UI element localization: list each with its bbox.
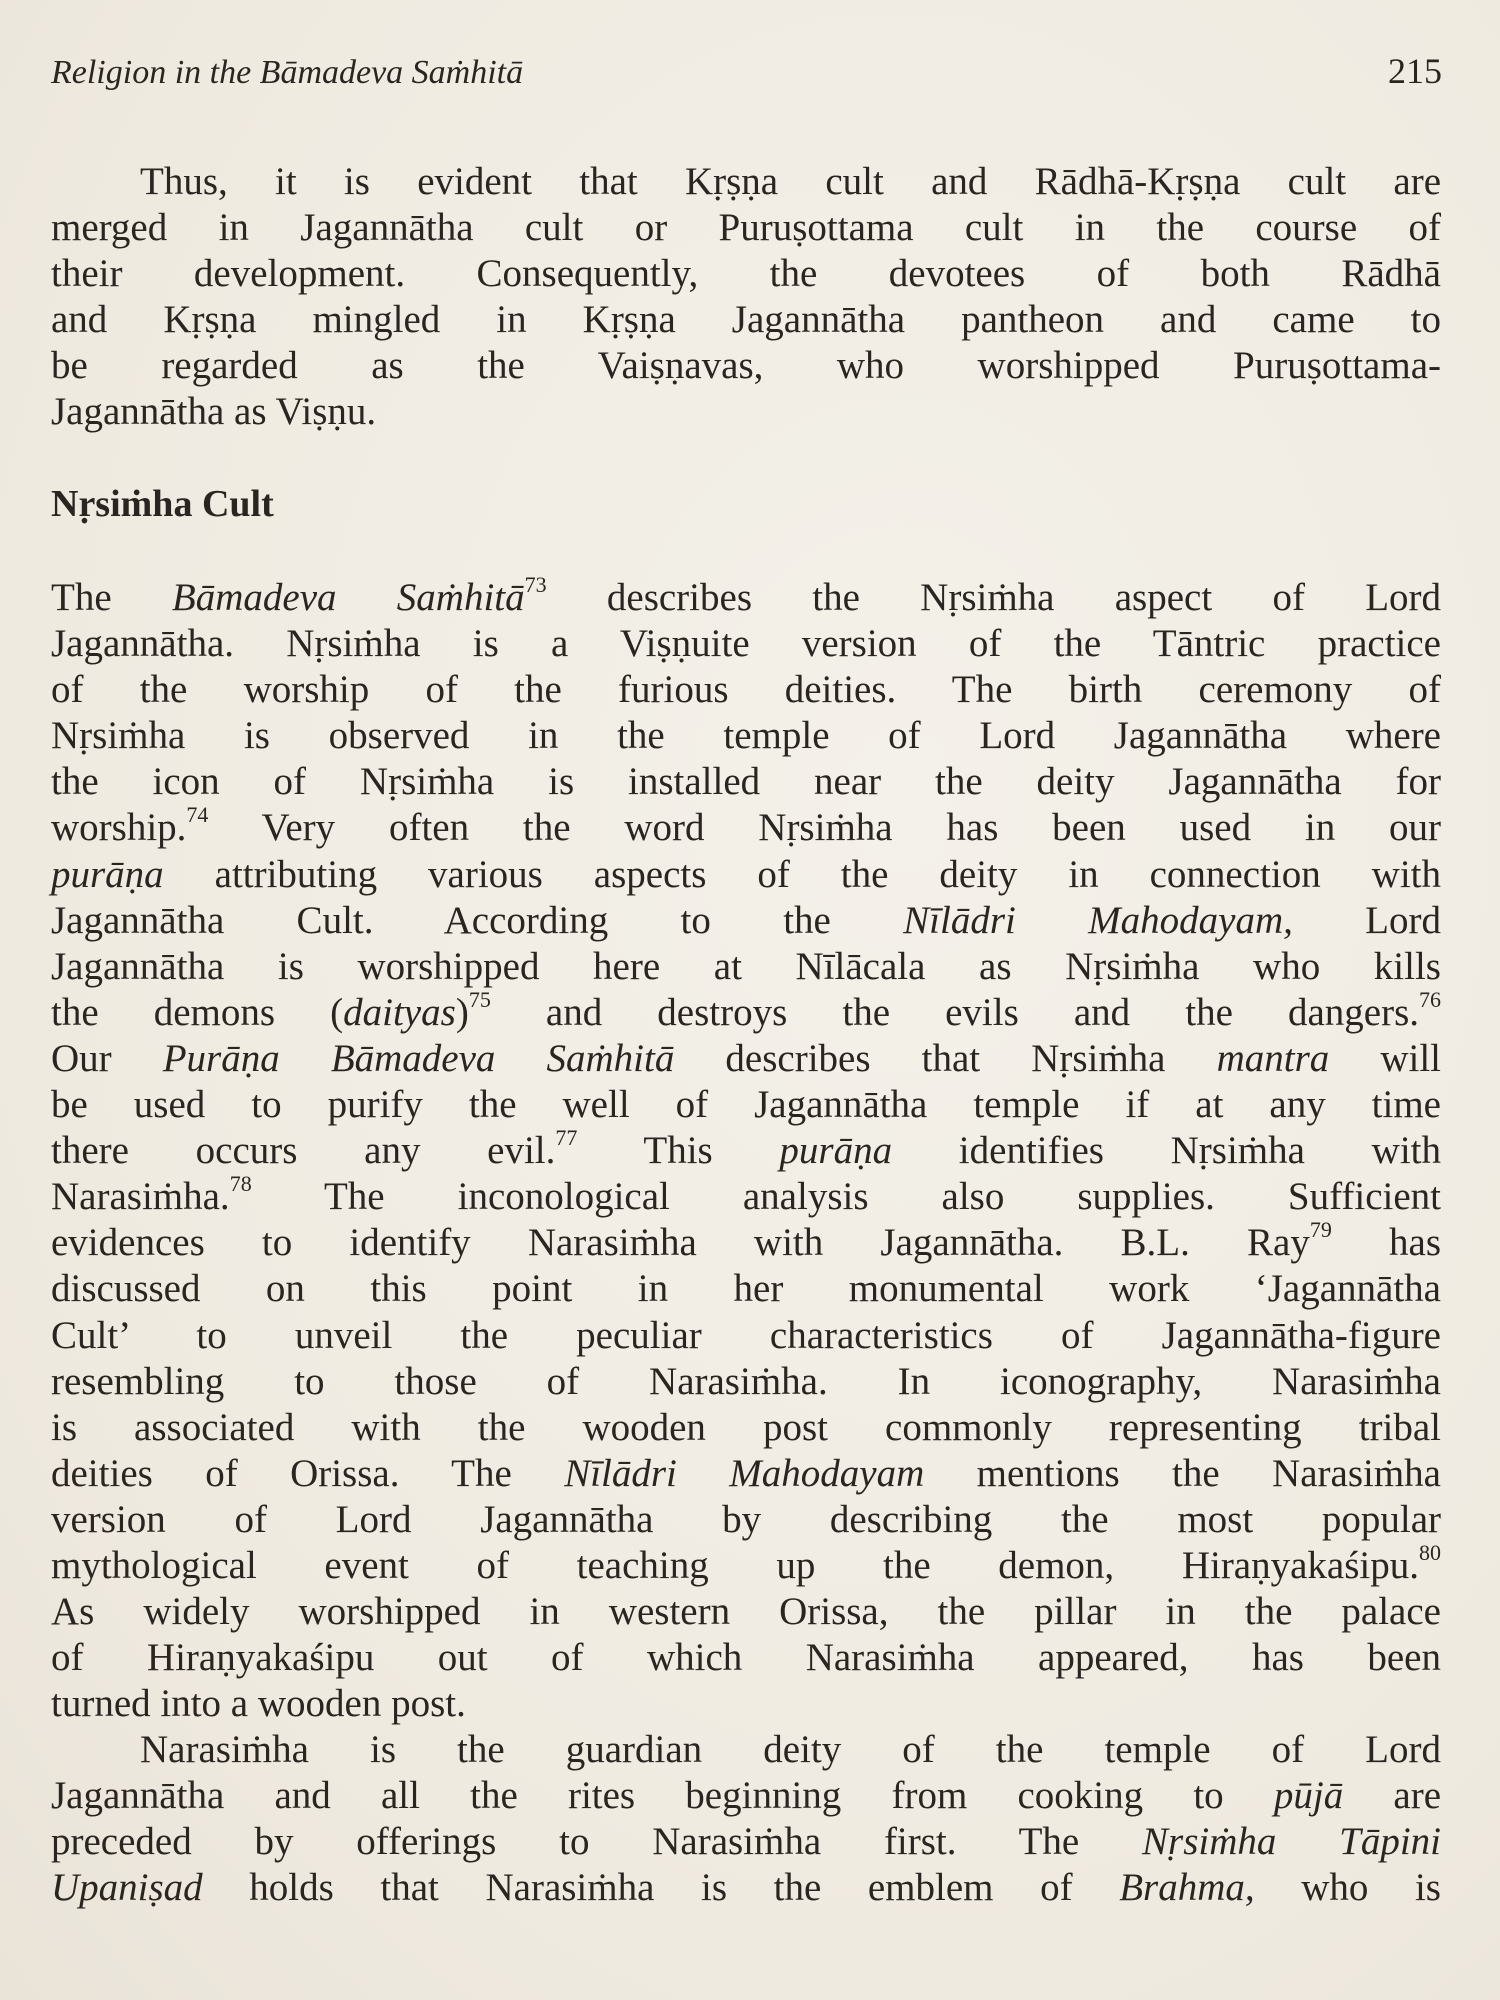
text-line — [51, 1819, 1441, 1865]
section-heading: Nṛsiṁha Cult — [51, 483, 274, 525]
text-segment: The inconological analysis also supplies. Sufficient — [251, 1175, 1441, 1219]
text-line — [51, 802, 1441, 851]
italic-text: purāṇa — [51, 852, 164, 896]
text-segment: the demons ( — [51, 990, 344, 1034]
text-segment: will — [1329, 1036, 1441, 1080]
text-line — [51, 251, 1441, 297]
text-segment: there occurs any evil. — [51, 1129, 556, 1173]
text-line — [51, 1359, 1441, 1405]
italic-text: pūjā — [1273, 1774, 1344, 1818]
text-segment: are — [1343, 1774, 1442, 1818]
text-line — [51, 1589, 1441, 1635]
text-segment: preceded by offerings to Narasiṁha first. The — [51, 1820, 1142, 1864]
italic-text: Nīlādri Mahodayam, — [903, 898, 1293, 942]
text-line — [51, 898, 1441, 944]
text-segment: describes that Nṛsiṁha — [674, 1036, 1217, 1080]
text-segment: identifies Nṛsiṁha with — [892, 1129, 1441, 1173]
text-segment: Jagannātha. Nṛsiṁha is a Viṣṇuite version of the Tāntric practice — [51, 622, 1441, 666]
text-line — [51, 1036, 1441, 1082]
text-segment: worship. — [51, 806, 187, 850]
text-line — [51, 1405, 1441, 1451]
text-line — [51, 159, 1441, 205]
text-line — [51, 1313, 1441, 1359]
text-line — [51, 205, 1441, 251]
text-segment: is associated with the wooden post commonly representing tribal — [51, 1405, 1441, 1449]
text-line — [51, 1635, 1441, 1681]
text-segment: evidences to identify Narasiṁha with Jagannātha. B.L. Ray — [51, 1221, 1310, 1265]
text-segment: merged in Jagannātha cult or Puruṣottama cult in the course of — [51, 206, 1441, 250]
text-segment: Very often the word Nṛsiṁha has been used in our — [208, 806, 1441, 850]
footnote-marker: 77 — [555, 1125, 578, 1151]
italic-text: Nṛsiṁha Tāpini — [1142, 1820, 1442, 1864]
text-segment: As widely worshipped in western Orissa, the pillar in the palace — [51, 1590, 1441, 1634]
text-segment: turned into a wooden post. — [51, 1682, 466, 1726]
text-segment: and Kṛṣṇa mingled in Kṛṣṇa Jagannātha pantheon and came to — [51, 298, 1441, 342]
text-segment: the icon of Nṛsiṁha is installed near the deity Jagannātha for — [51, 760, 1441, 804]
text-segment: discussed on this point in her monumental work ‘Jagannātha — [51, 1267, 1441, 1311]
text-segment: Jagannātha and all the rites beginning from cooking to — [51, 1774, 1274, 1818]
text-segment: mentions the Narasiṁha — [924, 1451, 1441, 1495]
text-segment: The — [51, 576, 172, 619]
text-segment: Cult’ to unveil the peculiar characteristics of Jagannātha-figure — [51, 1313, 1441, 1357]
text-line — [51, 944, 1441, 990]
text-line — [51, 1171, 1441, 1220]
footnote-marker: 75 — [468, 986, 491, 1012]
text-segment: be used to purify the well of Jagannātha temple if at any time — [51, 1083, 1441, 1127]
footnote-marker: 80 — [1419, 1539, 1441, 1565]
text-segment: mythological event of teaching up the demon, Hiraṇyakaśipu. — [51, 1543, 1419, 1587]
text-segment: Narasiṁha is the guardian deity of the temple of Lord — [140, 1728, 1441, 1771]
italic-text: Bāmadeva Saṁhitā — [171, 576, 525, 619]
text-segment: holds that Narasiṁha is the emblem of — [202, 1866, 1120, 1910]
text-segment: of Hiraṇyakaśipu out of which Narasiṁha appeared, has been — [51, 1636, 1441, 1680]
italic-text: daityas — [343, 990, 456, 1034]
text-segment: be regarded as the Vaiṣṇavas, who worshipped Puruṣottama- — [51, 344, 1441, 388]
text-line — [51, 1217, 1441, 1266]
text-line — [51, 297, 1441, 343]
text-segment: Jagannātha Cult. According to the — [51, 898, 904, 942]
text-line — [51, 1865, 1441, 1911]
text-line — [51, 713, 1441, 759]
text-line — [51, 986, 1441, 1036]
text-segment: Jagannātha is worshipped here at Nīlācala as Nṛsiṁha who kills — [51, 944, 1441, 988]
text-segment: resembling to those of Narasiṁha. In iconography, Narasiṁha — [51, 1359, 1441, 1403]
italic-text: Nīlādri Mahodayam — [564, 1451, 925, 1495]
footnote-marker: 73 — [524, 572, 547, 597]
text-line — [51, 343, 1441, 389]
text-line — [51, 759, 1441, 805]
running-head-title: Religion in the Bāmadeva Saṁhitā — [51, 54, 524, 91]
text-line — [51, 1451, 1441, 1497]
text-line — [51, 1727, 1441, 1773]
italic-text: Upaniṣad — [51, 1866, 203, 1910]
text-segment: Narasiṁha. — [51, 1175, 230, 1219]
text-segment: Jagannātha as Viṣṇu. — [51, 390, 377, 434]
italic-text: mantra — [1216, 1036, 1330, 1080]
italic-text: purāṇa — [779, 1129, 893, 1173]
text-line — [51, 389, 1441, 435]
text-line — [51, 1539, 1441, 1589]
text-segment: has — [1331, 1221, 1441, 1265]
text-line — [51, 1125, 1441, 1174]
text-segment: version of Lord Jagannātha by describing the most popular — [51, 1497, 1441, 1541]
text-segment: Nṛsiṁha is observed in the temple of Lord Jagannātha where — [51, 714, 1441, 758]
text-segment: Our — [51, 1036, 163, 1080]
footnote-marker: 76 — [1419, 986, 1441, 1012]
text-segment: Lord — [1292, 898, 1441, 942]
text-line — [51, 1681, 1441, 1727]
footnote-marker: 74 — [186, 802, 209, 828]
paragraph-2 — [51, 572, 1441, 1727]
text-segment: who is — [1254, 1866, 1441, 1910]
text-segment: their development. Consequently, the devotees of both Rādhā — [51, 252, 1441, 296]
text-segment: and destroys the evils and the dangers. — [490, 990, 1419, 1034]
text-line — [51, 667, 1441, 713]
text-segment: attributing various aspects of the deity in connection with — [163, 852, 1441, 896]
italic-text: Brahma, — [1119, 1866, 1255, 1910]
text-line — [51, 621, 1441, 667]
text-line — [51, 1773, 1441, 1819]
text-segment: ) — [455, 990, 469, 1034]
text-segment: describes the Nṛsiṁha aspect of Lord — [546, 576, 1441, 619]
text-segment: Thus, it is evident that Kṛṣṇa cult and Rādhā-Kṛṣṇa cult are — [140, 160, 1441, 203]
text-segment: This — [577, 1129, 780, 1173]
footnote-marker: 78 — [229, 1171, 252, 1197]
text-line — [51, 1497, 1441, 1543]
italic-text: Purāṇa Bāmadeva Saṁhitā — [162, 1036, 675, 1080]
text-line — [51, 1266, 1441, 1312]
text-segment: deities of Orissa. The — [51, 1451, 565, 1495]
text-segment: of the worship of the furious deities. The birth ceremony of — [51, 668, 1441, 712]
footnote-marker: 79 — [1309, 1217, 1332, 1243]
page-number: 215 — [1388, 51, 1442, 91]
paragraph-1 — [51, 159, 1441, 436]
paragraph-3 — [51, 1727, 1441, 1911]
text-line — [51, 852, 1441, 898]
text-line — [51, 1082, 1441, 1128]
text-line — [51, 572, 1441, 621]
